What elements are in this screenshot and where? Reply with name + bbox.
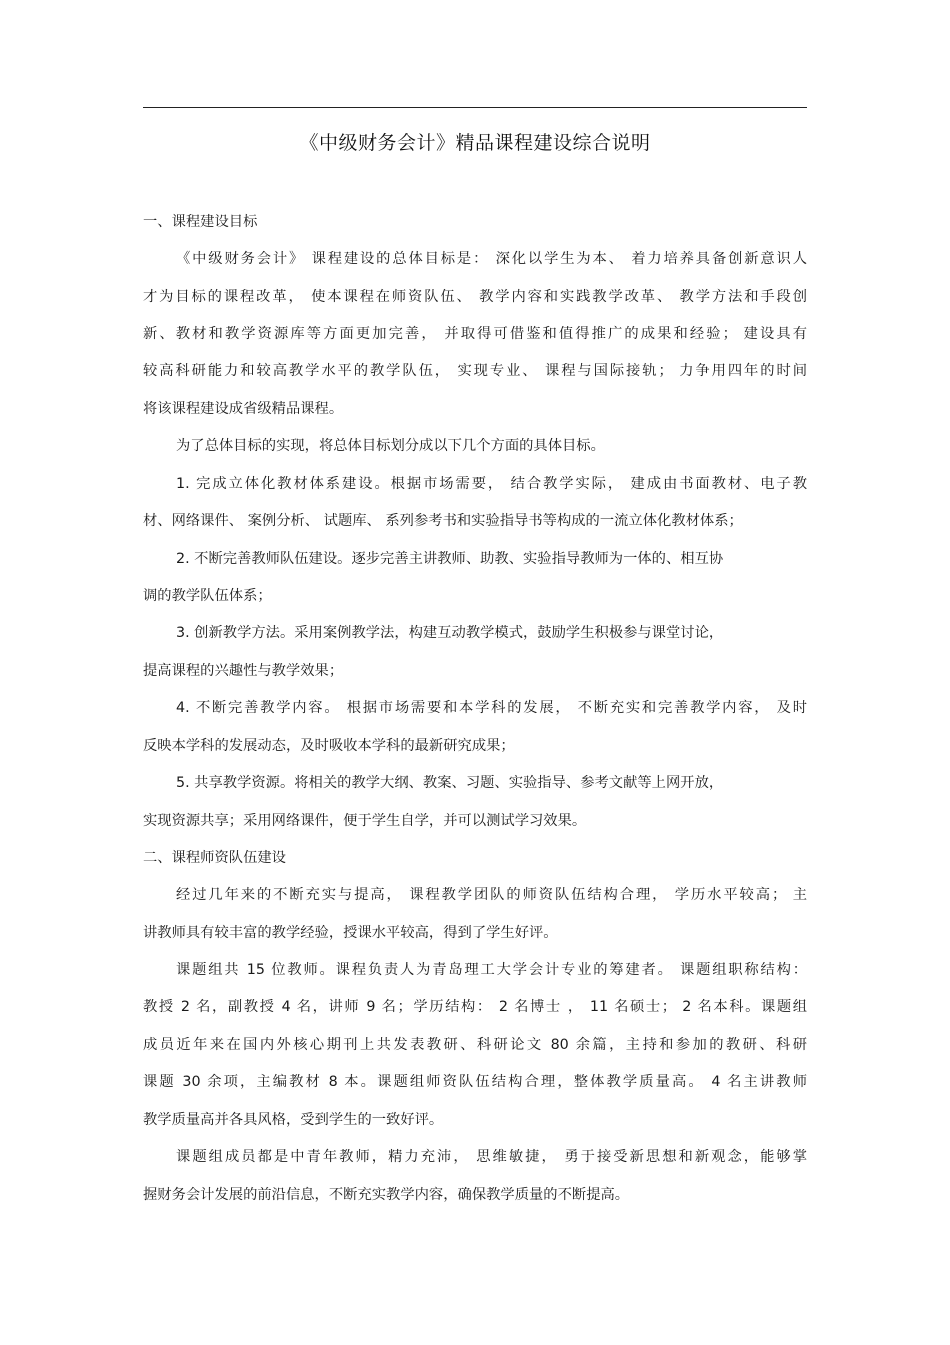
body-line: 讲教师具有较丰富的教学经验，授课水平较高，得到了学生好评。 [143,925,558,941]
header-rule [143,107,807,108]
section-heading: 二、课程师资队伍建设 [143,850,286,866]
body-line: 实现资源共享；采用网络课件，便于学生自学，并可以测试学习效果。 [143,813,587,829]
body-line: 成员近年来在国内外核心期刊上共发表教研、科研论文 80 余篇，主持和参加的教研、科研 [143,1037,807,1053]
body-line: 1. 完成立体化教材体系建设。根据市场需要， 结合教学实际， 建成由书面教材、电子教 [176,476,807,492]
body-line: 5. 共享教学资源。将相关的教学大纲、教案、习题、实验指导、参考文献等上网开放， [176,775,724,791]
body-line: 《中级财务会计》 课程建设的总体目标是： 深化以学生为本、 着力培养具备创新意识人 [176,251,807,267]
section-heading: 一、课程建设目标 [143,214,258,230]
body-line: 较高科研能力和较高教学水平的教学队伍， 实现专业、 课程与国际接轨； 力争用四年的时间 [143,363,807,379]
body-line: 才为目标的课程改革， 使本课程在师资队伍、 教学内容和实践教学改革、 教学方法和手段创 [143,289,807,305]
body-line: 课题组共 15 位教师。课程负责人为青岛理工大学会计专业的筹建者。 课题组职称结构： [176,962,807,978]
body-line: 新、教材和教学资源库等方面更加完善， 并取得可借鉴和值得推广的成果和经验； 建设具有 [143,326,807,342]
body-line: 为了总体目标的实现，将总体目标划分成以下几个方面的具体目标。 [176,438,605,454]
body-line: 材、网络课件、 案例分析、 试题库、 系列参考书和实验指导书等构成的一流立体化教材体系； [143,513,743,529]
body-line: 反映本学科的发展动态，及时吸收本学科的最新研究成果； [143,738,515,754]
body-line: 教学质量高并各具风格，受到学生的一致好评。 [143,1112,444,1128]
body-line: 2. 不断完善教师队伍建设。逐步完善主讲教师、助教、实验指导教师为一体的、相互协 [176,551,724,567]
body-line: 将该课程建设成省级精品课程。 [143,401,344,417]
document-title: 《中级财务会计》精品课程建设综合说明 [299,132,651,154]
body-line: 4. 不断完善教学内容。 根据市场需要和本学科的发展， 不断充实和完善教学内容， 及时 [176,700,807,716]
body-line: 经过几年来的不断充实与提高， 课程教学团队的师资队伍结构合理， 学历水平较高； 主 [176,887,807,903]
body-line: 调的教学队伍体系； [143,588,272,604]
body-line: 课题组成员都是中青年教师，精力充沛， 思维敏捷， 勇于接受新思想和新观念，能够掌 [176,1149,807,1165]
body-line: 提高课程的兴趣性与教学效果； [143,663,344,679]
body-line: 握财务会计发展的前沿信息，不断充实教学内容，确保教学质量的不断提高。 [143,1187,630,1203]
body-line: 3. 创新教学方法。采用案例教学法，构建互动教学模式，鼓励学生积极参与课堂讨论， [176,625,724,641]
body-line: 课题 30 余项，主编教材 8 本。课题组师资队伍结构合理，整体教学质量高。 4 名主讲教师 [143,1074,807,1090]
body-line: 教授 2 名，副教授 4 名，讲师 9 名；学历结构： 2 名博士 ， 11 名硕士； 2 名本科。课题组 [143,999,807,1015]
